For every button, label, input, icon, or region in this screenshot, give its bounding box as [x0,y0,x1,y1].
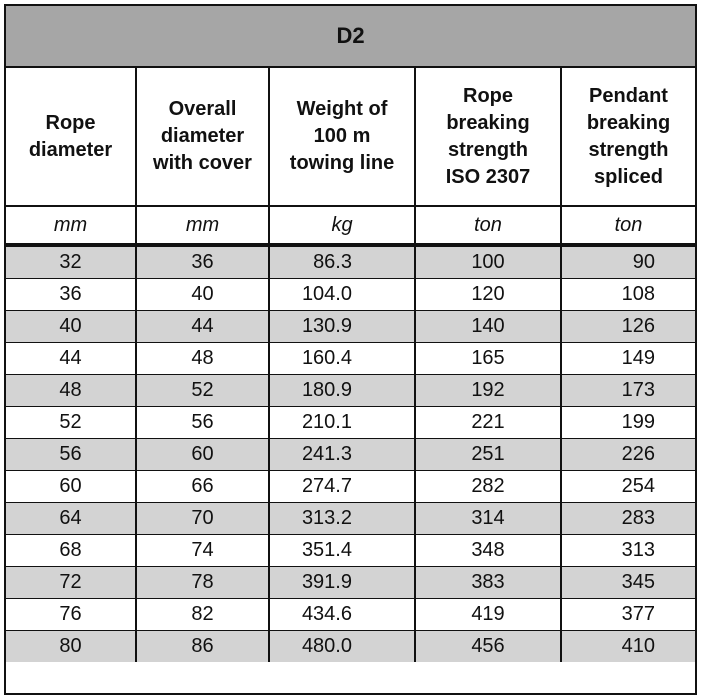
weight-cell: 274.7 [269,471,415,503]
rope-spec-table-frame [4,4,697,695]
table-row [6,599,695,631]
rope-strength-cell: 192 [415,375,561,407]
pendant-strength-cell: 345 [561,567,695,599]
rope-diameter-cell: 40 [6,311,136,343]
rope-strength-cell: 314 [415,503,561,535]
weight-cell: 434.6 [269,599,415,631]
rope-diameter-cell: 48 [6,375,136,407]
table-row [6,439,695,471]
units-row [6,206,695,245]
pendant-strength-cell: 199 [561,407,695,439]
weight-cell: 180.9 [269,375,415,407]
table-row [6,503,695,535]
pendant-strength-cell: 90 [561,245,695,279]
header-overall-diameter: Overall diameter with cover [136,67,269,206]
unit-cell: mm [136,206,269,245]
header-weight: Weight of 100 m towing line [269,67,415,206]
table-title: D2 [6,6,695,67]
overall-diameter-cell: 56 [136,407,269,439]
overall-diameter-cell: 78 [136,567,269,599]
rope-diameter-cell: 32 [6,245,136,279]
rope-strength-cell: 348 [415,535,561,567]
table-row [6,631,695,663]
overall-diameter-cell: 60 [136,439,269,471]
pendant-strength-cell: 254 [561,471,695,503]
weight-cell: 86.3 [269,245,415,279]
rope-strength-cell: 456 [415,631,561,663]
overall-diameter-cell: 36 [136,245,269,279]
weight-cell: 130.9 [269,311,415,343]
rope-strength-cell: 251 [415,439,561,471]
rope-strength-cell: 221 [415,407,561,439]
table-row [6,279,695,311]
table-row [6,567,695,599]
rope-diameter-cell: 64 [6,503,136,535]
rope-strength-cell: 383 [415,567,561,599]
pendant-strength-cell: 410 [561,631,695,663]
rope-diameter-cell: 44 [6,343,136,375]
header-pendant-breaking-strength: Pendant breaking strength spliced [561,67,695,206]
overall-diameter-cell: 52 [136,375,269,407]
pendant-strength-cell: 173 [561,375,695,407]
table-row [6,471,695,503]
overall-diameter-cell: 44 [136,311,269,343]
pendant-strength-cell: 226 [561,439,695,471]
weight-cell: 480.0 [269,631,415,663]
rope-strength-cell: 282 [415,471,561,503]
pendant-strength-cell: 377 [561,599,695,631]
header-rope-breaking-strength: Rope breaking strength ISO 2307 [415,67,561,206]
pendant-strength-cell: 149 [561,343,695,375]
table-title-row [6,6,695,67]
pendant-strength-cell: 313 [561,535,695,567]
overall-diameter-cell: 40 [136,279,269,311]
rope-strength-cell: 140 [415,311,561,343]
table-row [6,245,695,279]
rope-diameter-cell: 76 [6,599,136,631]
rope-diameter-cell: 72 [6,567,136,599]
table-body [6,245,695,662]
rope-diameter-cell: 60 [6,471,136,503]
rope-diameter-cell: 80 [6,631,136,663]
table-row [6,375,695,407]
unit-cell: ton [561,206,695,245]
rope-strength-cell: 120 [415,279,561,311]
pendant-strength-cell: 283 [561,503,695,535]
rope-strength-cell: 100 [415,245,561,279]
weight-cell: 210.1 [269,407,415,439]
overall-diameter-cell: 74 [136,535,269,567]
rope-strength-cell: 419 [415,599,561,631]
unit-cell: ton [415,206,561,245]
weight-cell: 313.2 [269,503,415,535]
rope-strength-cell: 165 [415,343,561,375]
unit-cell: kg [269,206,415,245]
table-row [6,407,695,439]
weight-cell: 104.0 [269,279,415,311]
overall-diameter-cell: 70 [136,503,269,535]
pendant-strength-cell: 126 [561,311,695,343]
overall-diameter-cell: 48 [136,343,269,375]
column-header-row [6,67,695,206]
table-row [6,535,695,567]
rope-diameter-cell: 56 [6,439,136,471]
weight-cell: 391.9 [269,567,415,599]
pendant-strength-cell: 108 [561,279,695,311]
rope-diameter-cell: 36 [6,279,136,311]
weight-cell: 351.4 [269,535,415,567]
table-row [6,343,695,375]
header-rope-diameter: Rope diameter [6,67,136,206]
table-row [6,311,695,343]
rope-diameter-cell: 52 [6,407,136,439]
overall-diameter-cell: 82 [136,599,269,631]
rope-spec-table [6,6,695,662]
overall-diameter-cell: 86 [136,631,269,663]
weight-cell: 241.3 [269,439,415,471]
rope-diameter-cell: 68 [6,535,136,567]
weight-cell: 160.4 [269,343,415,375]
unit-cell: mm [6,206,136,245]
overall-diameter-cell: 66 [136,471,269,503]
